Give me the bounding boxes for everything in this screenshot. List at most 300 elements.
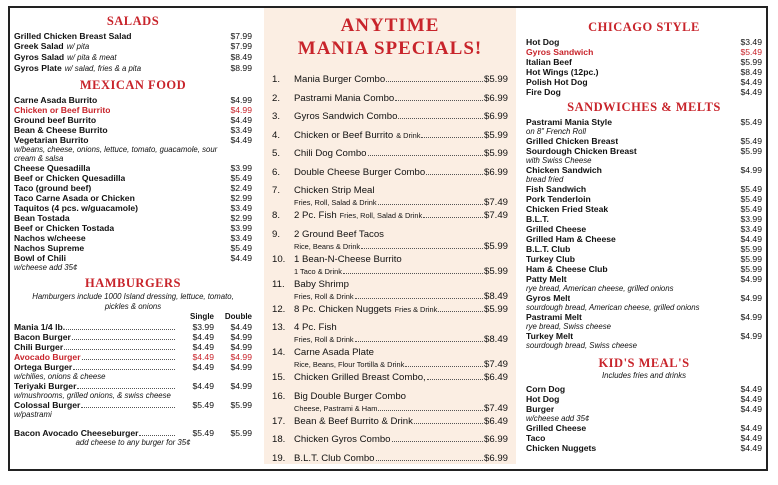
item-price: $3.99 (740, 214, 762, 224)
mexican-title: MEXICAN FOOD (79, 78, 187, 92)
special-body (294, 210, 508, 222)
item-price: $5.49 (740, 47, 762, 57)
item-price: $5.49 (740, 117, 762, 127)
special-number: 2. (272, 92, 281, 104)
item-name (526, 67, 599, 77)
item-name (526, 433, 545, 443)
hamburger-column-headers (14, 312, 252, 322)
item-name (526, 244, 570, 254)
salads-list (14, 31, 252, 74)
special-main-line (294, 148, 508, 160)
bacon-avocado-name: Bacon Avocado Cheeseburger (14, 428, 139, 438)
special-price: $6.99 (483, 92, 508, 104)
item-name (526, 224, 586, 234)
special-sub: Fries, Roll & Drink (294, 335, 354, 344)
special-number: 18. (272, 434, 286, 445)
item-name-text: Turkey Club (526, 254, 576, 264)
burger-row (14, 322, 252, 332)
menu-item-row (526, 384, 762, 394)
special-main-line (294, 304, 508, 316)
burger-note: w/pastrami (14, 410, 52, 419)
dot-leader (378, 404, 483, 411)
item-price: $8.49 (230, 52, 252, 62)
item-name-text: Taquitos (4 pcs. w/guacamole) (14, 203, 138, 213)
menu-item-row (14, 203, 252, 213)
special-body (294, 111, 508, 123)
special-price: $6.99 (483, 452, 508, 464)
bacon-avocado-single: $5.49 (192, 428, 214, 438)
item-price: $5.99 (740, 146, 762, 156)
burger-double-price: $4.99 (230, 381, 252, 391)
hamburgers-list (14, 322, 252, 419)
item-name (526, 37, 559, 47)
special-main-line (294, 185, 508, 197)
special-sub-line (294, 403, 508, 415)
special-item (264, 453, 516, 472)
item-price: $5.49 (740, 184, 762, 194)
chicago-list (526, 37, 762, 97)
special-body (294, 130, 508, 142)
mexican-list-2 (14, 163, 252, 263)
item-name-text: Ham & Cheese Club (526, 264, 608, 274)
item-name-text: Carne Asada Burrito (14, 95, 98, 105)
item-name-text: Hot Dog (526, 37, 560, 47)
hamburgers-note: Hamburgers include 1000 Island dressing, lettuce, tomato, pickles & onions (32, 292, 234, 311)
dot-leader (355, 335, 483, 342)
item-name-text: Chicken Nuggets (526, 443, 597, 453)
special-name: 8 Pc. Chicken Nuggets (294, 303, 392, 315)
menu-item-row (526, 394, 762, 404)
special-sub-line (294, 241, 508, 253)
menu-item-row (526, 117, 762, 127)
item-name-text: Hot Dog (526, 394, 560, 404)
special-price: $6.49 (483, 415, 508, 427)
special-number: 12. (272, 303, 286, 315)
item-name-text: Bowl of Chili (14, 253, 67, 263)
burger-name-text: Bacon Burger (14, 332, 71, 342)
item-price: $2.99 (230, 193, 252, 203)
menu-item-row (526, 37, 762, 47)
menu-item-row (526, 87, 762, 97)
item-price: $5.99 (740, 264, 762, 274)
burger-single-price: $4.49 (192, 332, 214, 342)
item-name-text: Ground beef Burrito (14, 115, 97, 125)
menu-item-row (14, 213, 252, 223)
special-main-line (294, 93, 508, 105)
right-column (526, 20, 762, 453)
item-name-text: Grilled Cheese (526, 224, 587, 234)
menu-item-row (526, 194, 762, 204)
item-name (526, 254, 575, 264)
special-name: Baby Shrimp (294, 278, 349, 290)
special-body (294, 416, 508, 428)
special-item (264, 130, 516, 149)
dot-leader (77, 382, 175, 389)
special-main-line (294, 111, 508, 123)
item-name-text: Gyros Plate (14, 63, 62, 73)
special-body (294, 391, 508, 415)
special-number: 14. (272, 347, 286, 358)
item-note: rye bread, American cheese, grilled onions (526, 284, 674, 293)
dot-leader (378, 198, 483, 205)
dot-leader (73, 363, 175, 370)
special-main-line (294, 347, 508, 359)
menu-item-row (14, 125, 252, 135)
menu-item-row (14, 163, 252, 173)
special-price: $6.99 (483, 434, 508, 445)
special-name: 2 Pc. Fish (294, 210, 337, 221)
burger-single-price: $4.49 (192, 362, 214, 372)
item-price: $4.49 (230, 253, 252, 263)
special-item (264, 210, 516, 229)
double-header: Double (224, 312, 252, 321)
burger-name (14, 362, 176, 372)
bacon-avocado-row (14, 428, 252, 438)
special-number: 16. (272, 390, 286, 402)
special-main-line (294, 74, 508, 86)
item-price: $4.49 (740, 87, 762, 97)
item-price: $4.99 (740, 274, 762, 284)
burger-name (14, 322, 176, 332)
item-inline-note: w/ salad, fries & a pita (64, 64, 142, 73)
dot-leader (376, 453, 483, 461)
kids-title: KID'S MEAL'S (598, 356, 690, 370)
special-price: $6.99 (483, 166, 508, 178)
item-name-text: B.L.T. (526, 214, 549, 224)
item-name (14, 253, 66, 263)
special-body (294, 185, 508, 209)
item-name-text: Fire Dog (526, 87, 561, 97)
menu-item-row (14, 52, 252, 63)
menu-item-row (526, 136, 762, 146)
special-price: $5.99 (483, 303, 508, 315)
special-item (264, 304, 516, 323)
item-name-text: Grilled Chicken Breast (526, 136, 619, 146)
burger-single-price: $4.49 (192, 381, 214, 391)
item-name-text: Bean & Cheese Burrito (14, 125, 108, 135)
item-name (14, 52, 117, 63)
item-name-text: Gyros Sandwich (526, 47, 594, 57)
item-name-text: Burger (526, 404, 555, 414)
item-name (526, 117, 612, 127)
menu-item-row (526, 312, 762, 322)
special-price: $5.99 (483, 240, 508, 252)
special-price: $5.99 (483, 129, 508, 141)
item-name-text: Nachos w/cheese (14, 233, 86, 243)
special-sub: Fries, Roll & Drink (294, 291, 354, 301)
item-name (526, 136, 618, 146)
item-price: $4.49 (740, 234, 762, 244)
item-note: sourdough bread, American cheese, grilled onions (526, 303, 700, 312)
special-body (294, 167, 508, 179)
special-main-line (294, 322, 508, 334)
item-price: $5.99 (740, 244, 762, 254)
item-price: $3.49 (230, 125, 252, 135)
item-name-text: B.L.T. Club (526, 244, 571, 254)
burger-double-price: $4.99 (230, 352, 252, 362)
burger-double-price: $5.99 (230, 400, 252, 410)
item-name (526, 394, 559, 404)
burger-name-text: Avocado Burger (14, 352, 81, 362)
burger-double-price: $4.49 (230, 322, 252, 332)
item-price: $7.99 (230, 31, 252, 41)
special-body (294, 74, 508, 86)
special-name: Gyros Sandwich Combo (294, 111, 398, 122)
special-name: Bean & Beef Burrito & Drink (294, 415, 413, 427)
menu-item-row (14, 233, 252, 243)
special-name: 1 Bean-N-Cheese Burrito (294, 253, 402, 265)
item-inline-note: w/ pita (66, 42, 90, 51)
kids-note: Includes fries and drinks (601, 371, 687, 380)
special-number: 1. (272, 74, 281, 85)
burger-name (14, 400, 176, 410)
item-price: $5.49 (230, 173, 252, 183)
item-note: with Swiss Cheese (526, 156, 592, 165)
item-price: $8.99 (230, 63, 252, 73)
item-name-text: Pastrami Melt (526, 312, 582, 322)
item-name (526, 57, 572, 67)
item-name (526, 331, 573, 341)
menu-item-row (14, 115, 252, 125)
item-note: on 8" French Roll (526, 127, 586, 136)
burger-note: w/mushrooms, grilled onions, & swiss cheese (14, 391, 171, 400)
item-price: $4.99 (230, 95, 252, 105)
special-body (294, 93, 508, 105)
special-item (264, 391, 516, 416)
special-price: $7.49 (483, 210, 508, 221)
special-item (264, 372, 516, 391)
burger-row (14, 342, 252, 352)
special-price: $7.49 (483, 359, 508, 370)
special-item (264, 434, 516, 453)
item-price: $4.49 (740, 404, 762, 414)
menu-item-row (526, 165, 762, 175)
item-name-text: Corn Dog (526, 384, 566, 394)
special-main-line (294, 229, 508, 241)
item-price: $4.99 (740, 293, 762, 303)
special-number: 17. (272, 415, 286, 427)
special-sub: Cheese, Pastrami & Ham (294, 403, 378, 413)
dot-leader (355, 292, 483, 299)
salads-title: SALADS (106, 14, 160, 28)
special-price: $8.49 (483, 290, 508, 302)
item-name-text: Hot Wings (12pc.) (526, 67, 599, 77)
special-main-line (294, 254, 508, 266)
item-name (526, 274, 567, 284)
item-name (526, 293, 570, 303)
menu-item-row (14, 41, 252, 52)
special-name: Big Double Burger Combo (294, 390, 406, 402)
menu-item-row (14, 243, 252, 253)
hamburgers-title: HAMBURGERS (85, 276, 181, 290)
dot-leader (81, 401, 175, 408)
special-item (264, 229, 516, 254)
item-name (526, 423, 586, 433)
special-item (264, 279, 516, 304)
dot-leader (392, 434, 483, 442)
burger-name (14, 352, 176, 362)
left-column (14, 14, 252, 448)
special-item (264, 74, 516, 93)
item-name-text: Turkey Melt (526, 331, 574, 341)
menu-item-row (526, 204, 762, 214)
special-number: 10. (272, 253, 286, 265)
item-name-text: Chicken or Beef Burrito (14, 105, 111, 115)
special-body (294, 304, 508, 316)
burger-single-price: $3.99 (192, 322, 214, 332)
item-name (526, 165, 602, 175)
special-body (294, 347, 508, 371)
item-price: $4.49 (740, 394, 762, 404)
special-number: 6. (272, 166, 281, 178)
item-price: $8.49 (740, 67, 762, 77)
special-body (294, 322, 508, 346)
item-name-text: Bean Tostada (14, 213, 70, 223)
burger-double-price: $4.99 (230, 362, 252, 372)
menu-item-row (526, 264, 762, 274)
item-name (14, 213, 70, 223)
specials-title (264, 8, 516, 60)
cheese-note: add cheese to any burger for 35¢ (75, 438, 191, 447)
item-name-text: Polish Hot Dog (526, 77, 588, 87)
burger-name-text: Ortega Burger (14, 362, 73, 372)
special-main-line (294, 130, 508, 142)
item-name-text: Nachos Supreme (14, 243, 85, 253)
item-price: $4.99 (230, 105, 252, 115)
menu-item-row (526, 274, 762, 284)
item-price: $3.49 (230, 233, 252, 243)
dot-leader (405, 360, 483, 367)
item-name (526, 384, 565, 394)
menu-item-row (526, 404, 762, 414)
menu-item-row (526, 443, 762, 453)
burger-note: w/chilies, onions & cheese (14, 372, 106, 381)
item-name-text: Chicken Sandwich (526, 165, 602, 175)
specials-title-line2: MANIA SPECIALS! (297, 38, 483, 59)
menu-item-row (14, 173, 252, 183)
item-price: $4.49 (740, 423, 762, 433)
item-price: $7.99 (230, 41, 252, 51)
item-name (14, 193, 135, 203)
dot-leader (82, 353, 175, 360)
dot-leader (386, 74, 483, 82)
item-name-text: Gyros Salad (14, 52, 65, 62)
item-name (526, 234, 616, 244)
special-extra: Fries & Drink (394, 304, 438, 314)
item-name (14, 31, 132, 41)
specials-list (264, 74, 516, 471)
special-price: $7.49 (483, 402, 508, 414)
special-name: B.L.T. Club Combo (294, 452, 375, 464)
chicago-title: CHICAGO STYLE (588, 20, 700, 34)
item-price: $4.99 (740, 165, 762, 175)
item-note: rye bread, Swiss cheese (526, 322, 611, 331)
special-price: $6.99 (483, 111, 508, 122)
burger-name-text: Mania 1/4 lb. (14, 322, 66, 332)
special-name: Chili Dog Combo (294, 148, 367, 159)
special-number: 7. (272, 185, 281, 196)
menu-item-row (14, 95, 252, 105)
item-name (526, 77, 588, 87)
single-header: Single (189, 312, 214, 321)
dot-leader (426, 167, 483, 175)
menu-item-row (14, 253, 252, 263)
dot-leader (421, 130, 483, 138)
special-main-line (294, 372, 508, 384)
dot-leader (398, 111, 483, 119)
dot-leader (368, 148, 483, 156)
item-price: $3.49 (740, 37, 762, 47)
mexican-list (14, 95, 252, 145)
menu-item-row (526, 146, 762, 156)
item-name (14, 243, 84, 253)
item-name-text: Cheese Quesadilla (14, 163, 91, 173)
menu-item-row (526, 331, 762, 341)
special-name: Chicken Strip Meal (294, 185, 375, 196)
item-price: $4.49 (230, 115, 252, 125)
special-name: Chicken Grilled Breast Combo, (294, 372, 426, 383)
menu-item-row (526, 224, 762, 234)
vegetarian-note: w/beans, cheese, onions, lettuce, tomato, guacamole, sour cream & salsa (14, 145, 218, 163)
special-number: 4. (272, 129, 281, 141)
item-name-text: Grilled Cheese (526, 423, 587, 433)
item-name (14, 63, 141, 74)
burger-name (14, 332, 176, 342)
burger-row (14, 362, 252, 372)
item-name (526, 194, 591, 204)
menu-item-row (14, 63, 252, 74)
bacon-avocado-double: $5.99 (230, 428, 252, 438)
item-price: $4.49 (740, 433, 762, 443)
item-name (14, 223, 114, 233)
item-price: $3.49 (230, 203, 252, 213)
burger-name-text: Chili Burger (14, 342, 64, 352)
item-name (14, 95, 97, 105)
menu-item-row (14, 135, 252, 145)
item-price: $5.99 (740, 254, 762, 264)
item-note: bread fried (526, 175, 564, 184)
special-body (294, 279, 508, 303)
special-price: $5.99 (483, 148, 508, 159)
special-item (264, 111, 516, 130)
item-price: $4.99 (740, 312, 762, 322)
menu-item-row (526, 67, 762, 77)
special-item (264, 416, 516, 435)
special-sub-line (294, 359, 508, 371)
special-sub-line (294, 334, 508, 346)
sandwiches-title: SANDWICHES & MELTS (567, 100, 721, 114)
item-name-text: Vegetarian Burrito (14, 135, 89, 145)
special-name: Mania Burger Combo (294, 74, 386, 85)
special-sub: Rice, Beans, Flour Tortilla & Drink (294, 360, 405, 369)
special-body (294, 229, 508, 253)
item-name-text: Patty Melt (526, 274, 567, 284)
special-sub-line (294, 291, 508, 303)
special-main-line (294, 167, 508, 179)
special-main-line (294, 416, 508, 428)
menu-item-row (526, 423, 762, 433)
menu-item-row (526, 254, 762, 264)
item-name (14, 203, 138, 213)
item-name-text: Italian Beef (526, 57, 572, 67)
special-price: $6.49 (483, 372, 508, 383)
special-number: 8. (272, 210, 281, 221)
menu-item-row (526, 293, 762, 303)
special-name: Chicken or Beef Burrito (294, 129, 394, 141)
item-name-text: Taco (526, 433, 546, 443)
special-sub: Rice, Beans & Drink (294, 241, 361, 251)
special-number: 3. (272, 111, 281, 122)
